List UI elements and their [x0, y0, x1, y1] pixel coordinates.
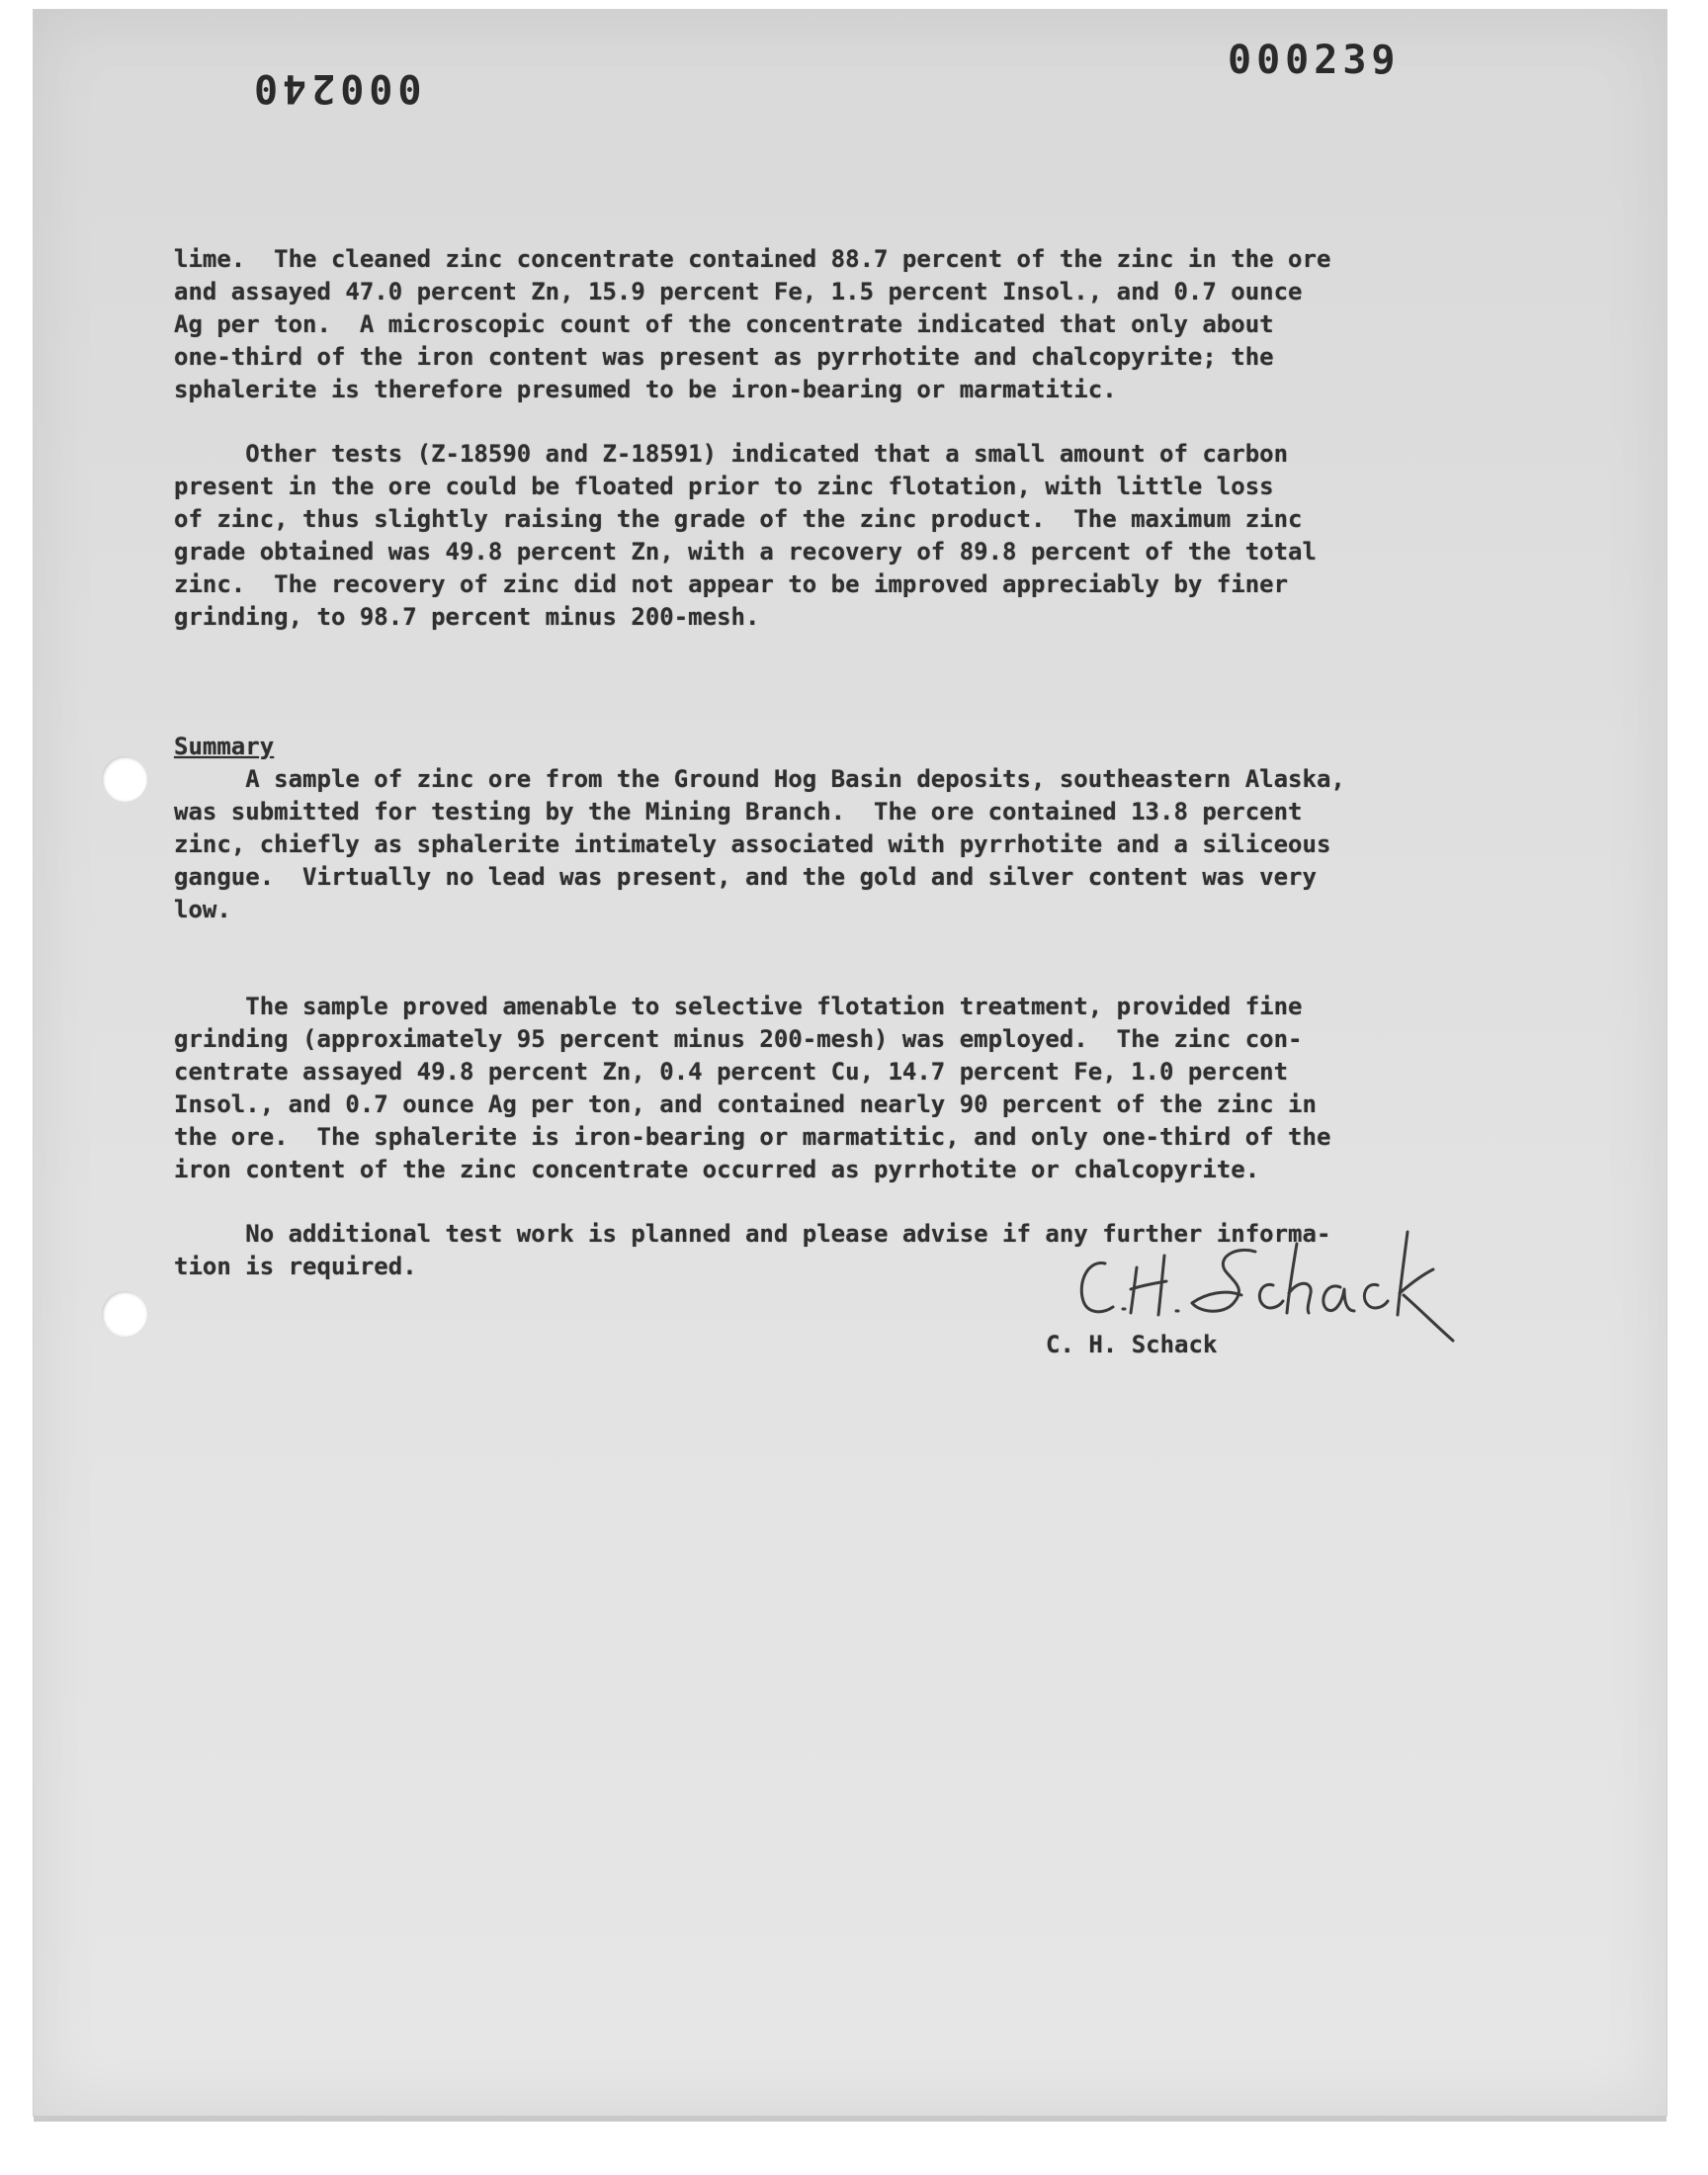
summary-section — [174, 665, 1558, 959]
punch-hole-lower — [102, 1291, 147, 1337]
paragraph-flotation-results: The sample proved amenable to selective flotation treatment, provided fine grinding (approximately 95 percent minus 200-mesh) was employed. The zinc con- centrate assayed 49.8 percent Zn, 0.4 percent Cu, 14.7 percent Fe, 1.0 percent Insol., and 0.7 ounce Ag per ton, and contained nearly 90 percent of the zinc in the ore. The sphalerite is iron-bearing or marmatitic, and only one-third of the iron content of the zinc concentrate occurred as pyrrhotite or chalcopyrite. — [174, 993, 1331, 1183]
paragraph-sample-description: A sample of zinc ore from the Ground Hog Basin deposits, southeastern Alaska, was submitted for testing by the Mining Branch. The ore contained 13.8 percent zinc, chiefly as sphalerite intimately associated with pyrrhotite and a siliceous gangue. Virtually no lead was present, and the gold and silver content was very low. — [174, 765, 1345, 923]
page-number-stamp-inverted: 000240 — [249, 65, 422, 111]
sheet-bottom-edge — [34, 2116, 1666, 2122]
summary-heading: Summary — [174, 733, 275, 760]
paragraph-zinc-concentrate: lime. The cleaned zinc concentrate contained 88.7 percent of the zinc in the ore and assayed 47.0 percent Zn, 15.9 percent Fe, 1.5 percent Insol., and 0.7 ounce Ag per ton. A microscopic count of the concentrate indicated that only about one-third of the iron content was present as pyrrhotite and chalcopyrite; the sphalerite is therefore presumed to be iron-bearing or marmatitic. — [174, 245, 1331, 403]
page-number-stamp: 000239 — [1228, 38, 1401, 83]
paragraph-closing-note: No additional test work is planned and please advise if any further informa- tion is required. — [174, 1220, 1331, 1280]
signer-typed-name: C. H. Schack — [1046, 1331, 1218, 1358]
punch-hole-upper — [102, 756, 147, 802]
paragraph-other-tests: Other tests (Z-18590 and Z-18591) indicated that a small amount of carbon present in the ore could be floated prior to zinc flotation, with little loss of zinc, thus slightly raising the grade of the zinc product. The maximum zinc grade obtained was 49.8 percent Zn, with a recovery of 89.8 percent of the total zinc. The recovery of zinc did not appear to be improved appreciably by finer grinding, to 98.7 percent minus 200-mesh. — [174, 440, 1317, 631]
document-body — [174, 243, 1558, 1315]
